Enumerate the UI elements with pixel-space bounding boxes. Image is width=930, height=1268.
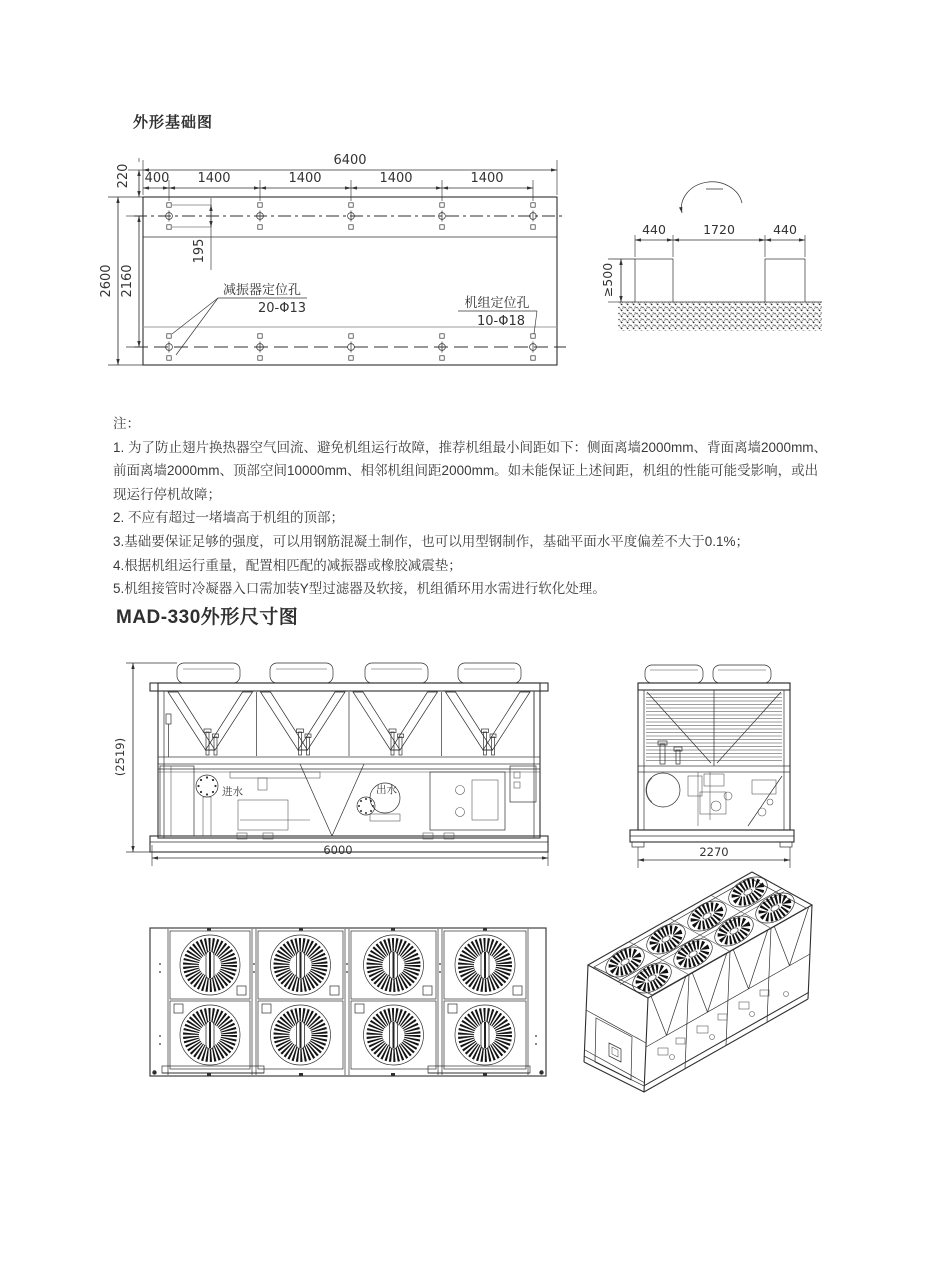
dim-195: 195 bbox=[192, 238, 207, 264]
dim-left-column bbox=[99, 158, 143, 365]
unit-hole-spec: 10-Φ18 bbox=[476, 314, 526, 329]
isometric-view-drawing bbox=[575, 855, 825, 1100]
foundation-plan-drawing bbox=[50, 140, 595, 390]
note-item-5: 5.机组接管时冷凝器入口需加装Y型过滤器及软接，机组循环用水需进行软化处理。 bbox=[113, 581, 606, 597]
dimensions-section-title: MAD-330外形尺寸图 bbox=[116, 607, 299, 628]
foundation-section-title: 外形基础图 bbox=[133, 114, 214, 131]
dim-depth-500: ≥500 bbox=[600, 262, 615, 298]
dim-440-right: 440 bbox=[773, 222, 797, 237]
iso-long-face bbox=[645, 907, 810, 1085]
damper-hole-label: 减振器定位孔 bbox=[222, 283, 302, 298]
top-view-drawing bbox=[146, 922, 552, 1082]
damper-hole-callout bbox=[172, 282, 307, 355]
note-item-4: 4.根据机组运行重量，配置相匹配的减振器或橡胶减震垫； bbox=[113, 557, 462, 573]
damper-hole-spec: 20-Φ13 bbox=[257, 301, 307, 316]
cross-section-piers bbox=[618, 259, 822, 331]
foundation-outline bbox=[143, 197, 557, 365]
outlet-flange-bolts bbox=[358, 798, 374, 814]
dim-6000: 6000 bbox=[323, 843, 353, 857]
dim-440-left: 440 bbox=[642, 222, 666, 237]
iso-left-face bbox=[585, 1010, 646, 1083]
dim-6400: 6400 bbox=[333, 153, 367, 168]
dim-2160: 2160 bbox=[120, 264, 135, 298]
cross-section-dims bbox=[600, 222, 805, 302]
rotation-arc-icon bbox=[681, 182, 742, 213]
dim-2600: 2600 bbox=[99, 264, 114, 298]
side-view-drawing bbox=[620, 648, 805, 876]
side-machinery bbox=[646, 772, 782, 826]
dim-1400-2: 1400 bbox=[288, 171, 322, 186]
dim-400: 400 bbox=[144, 171, 170, 186]
dim-1720: 1720 bbox=[703, 222, 735, 237]
side-coil-braces bbox=[647, 690, 781, 766]
dim-1400-4: 1400 bbox=[470, 171, 504, 186]
front-dim-width bbox=[152, 843, 548, 866]
top-view-fans bbox=[180, 935, 515, 1065]
front-fan-cowls bbox=[177, 663, 521, 683]
dim-hole-offset bbox=[171, 198, 211, 270]
foundation-holes bbox=[166, 203, 537, 360]
front-machinery bbox=[158, 764, 540, 836]
dim-220: 220 bbox=[116, 163, 131, 189]
note-item-1: 1. 为了防止翅片换热器空气回流、避免机组运行故障，推荐机组最小间距如下：侧面离墙2000mm、背面离墙2000mm、前面离墙2000mm、顶部空间10000mm、相邻机组间距2000mm。如未能保证上述间距，机组的性能可能受影响，或出现运行停机故障； bbox=[113, 439, 828, 502]
dim-2270: 2270 bbox=[699, 845, 729, 859]
top-view-fan-panels bbox=[170, 931, 526, 1069]
top-view-frame bbox=[150, 928, 546, 1076]
dim-1400-3: 1400 bbox=[379, 171, 413, 186]
inlet-label: 进水 bbox=[222, 786, 243, 798]
inlet-flange-bolts bbox=[197, 776, 216, 795]
foundation-cross-section-drawing bbox=[595, 165, 885, 350]
notes-title: 注： bbox=[113, 416, 140, 431]
unit-hole-callout bbox=[458, 295, 537, 334]
front-view-drawing bbox=[105, 648, 580, 876]
note-item-2: 2. 不应有超过一堵墙高于机组的顶部； bbox=[113, 510, 345, 526]
dim-2519: (2519) bbox=[113, 737, 127, 777]
iso-control-display bbox=[609, 1043, 621, 1062]
notes-block bbox=[113, 412, 829, 601]
unit-hole-label: 机组定位孔 bbox=[464, 296, 530, 311]
note-item-3: 3.基础要保证足够的强度，可以用钢筋混凝土制作，也可以用型钢制作，基础平面水平度偏差不大于0.1%； bbox=[113, 533, 750, 549]
side-fan-cowls bbox=[645, 665, 771, 683]
front-v-coils bbox=[166, 692, 534, 757]
outlet-label: 出水 bbox=[376, 784, 397, 796]
dim-1400-1: 1400 bbox=[197, 171, 231, 186]
